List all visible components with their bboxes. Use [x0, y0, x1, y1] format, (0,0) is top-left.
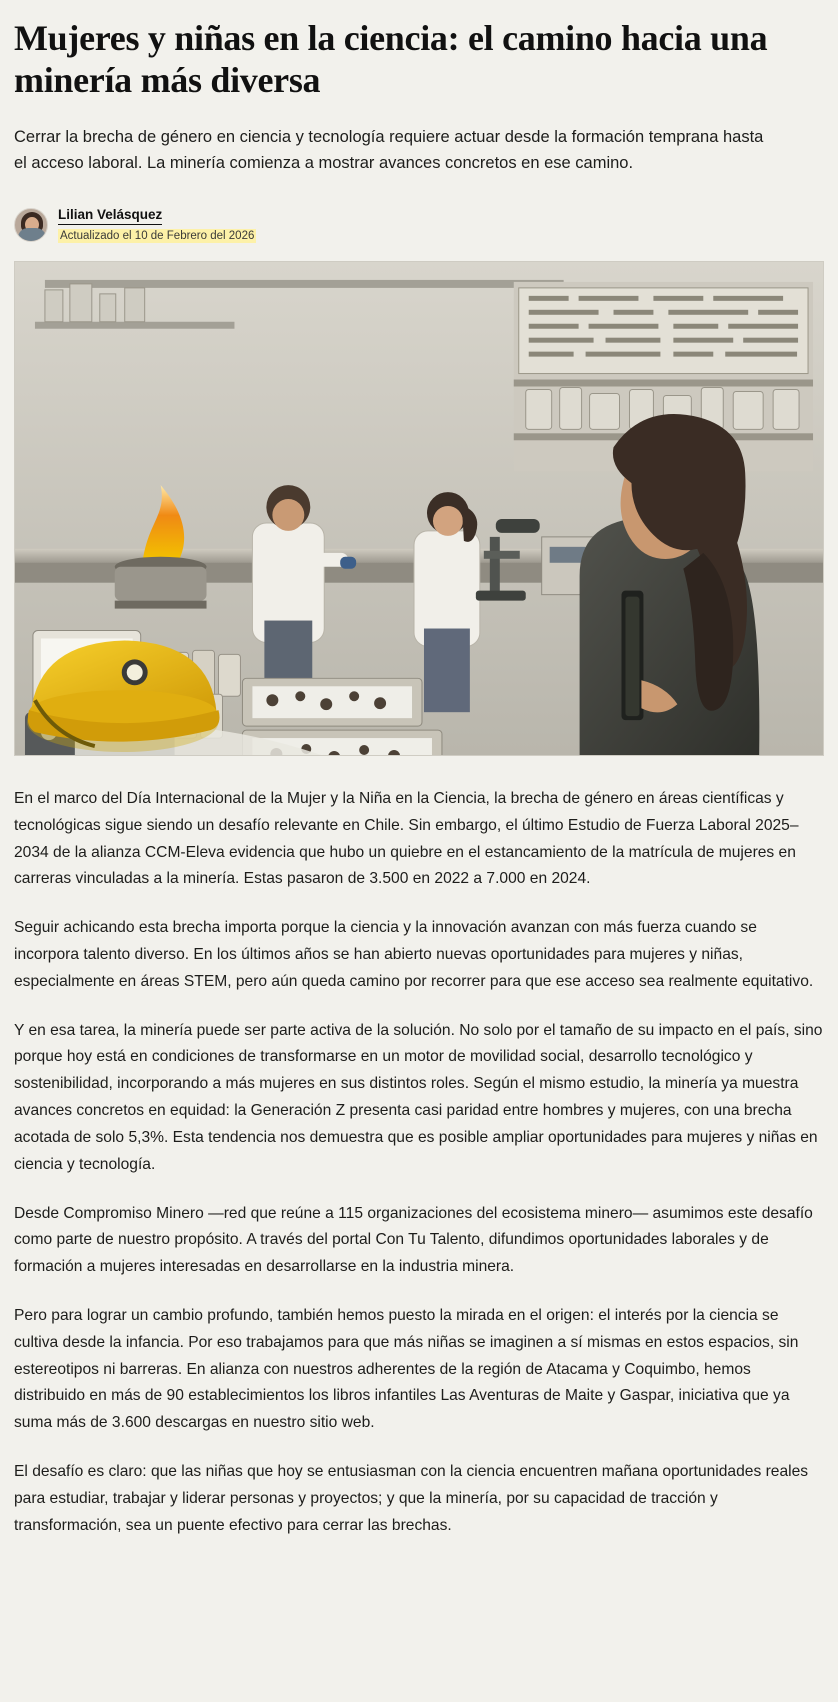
hero-illustration	[15, 262, 823, 755]
page-title: Mujeres y niñas en la ciencia: el camino hacia una minería más diversa	[14, 18, 768, 100]
article-body	[14, 786, 824, 1540]
paragraph: Y en esa tarea, la minería puede ser parte activa de la solución. No solo por el tamaño de su impacto en el país, sino porque hoy está en condiciones de transformarse en un motor de movilidad social, desarrollo tecnológico y sostenibilidad, incorporando a más mujeres en sus distintos roles. Según el mismo estudio, la minería ya muestra avances concretos en equidad: la Generación Z presenta casi paridad entre hombres y mujeres, con una brecha acotada de solo 5,3%. Esta tendencia nos demuestra que es posible ampliar oportunidades para mujeres y niñas en ciencia y tecnología.	[14, 1021, 823, 1173]
byline	[14, 207, 824, 243]
paragraph: Desde Compromiso Minero —red que reúne a 115 organizaciones del ecosistema minero— asumimos este desafío como parte de nuestro propósito. A través del portal Con Tu Talento, difundimos oportunidades laborales y de formación a mujeres interesadas en desarrollarse en la industria minera.	[14, 1204, 813, 1276]
paragraph: Pero para lograr un cambio profundo, también hemos puesto la mirada en el origen: el interés por la ciencia se cultiva desde la infancia. Por eso trabajamos para que más niñas se imaginen a sí mismas en estos espacios, sin estereotipos ni barreras. En alianza con nuestros adherentes de la región de Atacama y Coquimbo, hemos distribuido en más de 90 establecimientos los libros infantiles Las Aventuras de Maite y Gaspar, iniciativa que ya suma más de 3.600 descargas en nuestro sitio web.	[14, 1306, 799, 1432]
author-name[interactable]: Lilian Velásquez	[58, 207, 162, 225]
avatar	[14, 208, 48, 242]
article-lede: Cerrar la brecha de género en ciencia y tecnología requiere actuar desde la formación temprana hasta el acceso laboral. La minería comienza a mostrar avances concretos en ese camino.	[14, 127, 764, 173]
updated-timestamp: Actualizado el 10 de Febrero del 2026	[60, 229, 255, 242]
paragraph: En el marco del Día Internacional de la Mujer y la Niña en la Ciencia, la brecha de género en áreas científicas y tecnológicas sigue siendo un desafío relevante en Chile. Sin embargo, el último Estudio de Fuerza Laboral 2025–2034 de la alianza CCM-Eleva evidencia que hubo un quiebre en el estancamiento de la matrícula de mujeres en carreras vinculadas a la minería. Estas pasaron de 3.500 en 2022 a 7.000 en 2024.	[14, 789, 799, 888]
paragraph: Seguir achicando esta brecha importa porque la ciencia y la innovación avanzan con más fuerza cuando se incorpora talento diverso. En los últimos años se han abierto nuevas oportunidades para mujeres y niñas, especialmente en áreas STEM, pero aún queda camino por recorrer para que ese acceso sea realmente equitativo.	[14, 919, 814, 990]
hero-image	[14, 261, 824, 756]
paragraph: El desafío es claro: que las niñas que hoy se entusiasman con la ciencia encuentren mañana oportunidades reales para estudiar, trabajar y liderar personas y proyectos; y que la minería, por su capacidad de tracción y transformación, sea un puente efectivo para cerrar las brechas.	[14, 1463, 809, 1534]
